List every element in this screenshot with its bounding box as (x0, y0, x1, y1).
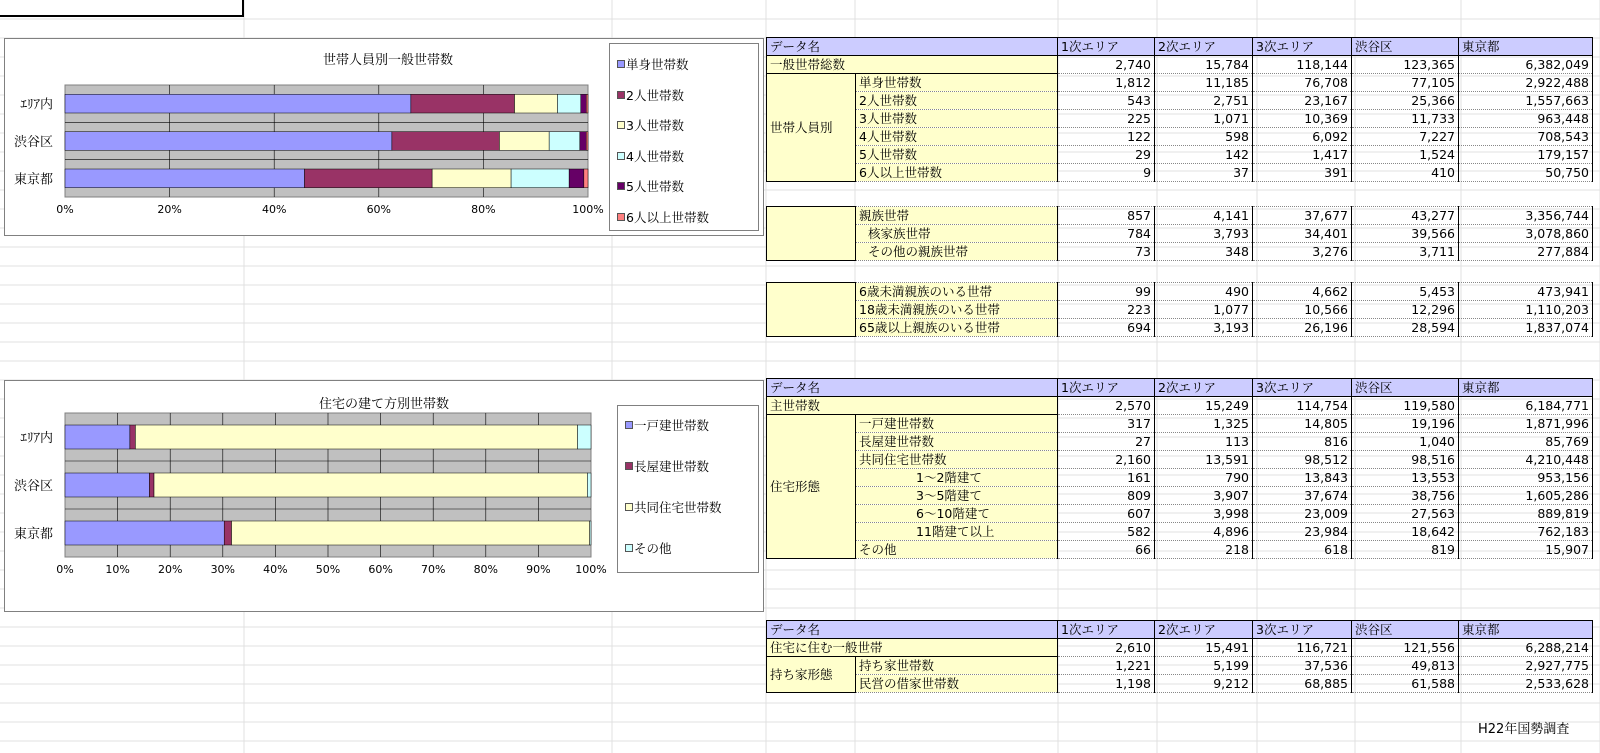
value-cell[interactable]: 1,524 (1352, 146, 1459, 164)
value-cell[interactable]: 223 (1058, 301, 1155, 319)
value-cell[interactable]: 1,325 (1155, 415, 1253, 433)
chart1-bar-segment[interactable] (584, 169, 588, 188)
value-cell[interactable]: 37,674 (1253, 487, 1352, 505)
chart2-bar-segment[interactable] (65, 473, 149, 497)
value-cell[interactable]: 2,533,628 (1459, 675, 1593, 693)
value-cell[interactable]: 5,199 (1155, 657, 1253, 675)
value-cell[interactable]: 410 (1352, 164, 1459, 182)
row-label[interactable]: 11階建て以上 (856, 523, 1058, 541)
chart2-x-tick: 50% (315, 563, 341, 576)
legend-swatch (617, 182, 625, 190)
value-cell[interactable]: 6,184,771 (1459, 397, 1593, 415)
row-label[interactable]: 核家族世帯 (856, 225, 1058, 243)
chart2-bar-segment[interactable] (587, 473, 591, 497)
value-cell[interactable]: 3,907 (1155, 487, 1253, 505)
row-label[interactable]: 一戸建世帯数 (856, 415, 1058, 433)
value-cell[interactable]: 3,078,860 (1459, 225, 1593, 243)
table-row (767, 487, 1593, 505)
header-cell[interactable]: 渋谷区 (1352, 621, 1459, 639)
header-cell[interactable]: 2次エリア (1155, 621, 1253, 639)
table-header-row (767, 621, 1593, 639)
chart-household-size[interactable] (4, 38, 764, 236)
value-cell[interactable]: 37 (1155, 164, 1253, 182)
header-cell[interactable]: 3次エリア (1253, 621, 1352, 639)
chart2-x-tick: 80% (473, 563, 499, 576)
chart1-bar-segment[interactable] (586, 94, 588, 113)
chart2-category-label: ｴﾘｱ内 (20, 431, 53, 446)
value-cell[interactable]: 348 (1155, 243, 1253, 261)
row-label[interactable]: 5人世帯数 (856, 146, 1058, 164)
value-cell[interactable]: 819 (1352, 541, 1459, 559)
selected-cell[interactable] (0, 0, 244, 17)
legend-swatch (625, 544, 633, 552)
chart2-bar-segment[interactable] (590, 521, 591, 545)
row-label[interactable]: 1～2階建て (856, 469, 1058, 487)
value-cell[interactable]: 607 (1058, 505, 1155, 523)
value-cell[interactable]: 18,642 (1352, 523, 1459, 541)
value-cell[interactable]: 391 (1253, 164, 1352, 182)
value-cell[interactable]: 2,927,775 (1459, 657, 1593, 675)
value-cell[interactable]: 61,588 (1352, 675, 1459, 693)
table-row (767, 397, 1593, 415)
value-cell[interactable]: 73 (1058, 243, 1155, 261)
value-cell[interactable]: 6,382,049 (1459, 56, 1593, 74)
row-label[interactable]: その他の親族世帯 (856, 243, 1058, 261)
value-cell[interactable]: 15,784 (1155, 56, 1253, 74)
header-cell[interactable]: 渋谷区 (1352, 379, 1459, 397)
chart2-x-tick: 0% (56, 563, 74, 576)
row-label[interactable]: 3～5階建て (856, 487, 1058, 505)
value-cell[interactable]: 4,210,448 (1459, 451, 1593, 469)
chart1-bar-segment[interactable] (65, 132, 392, 151)
chart2-bar-segment[interactable] (232, 521, 590, 545)
value-cell[interactable]: 1,837,074 (1459, 319, 1593, 337)
value-cell[interactable]: 39,566 (1352, 225, 1459, 243)
chart2-x-tick: 20% (157, 563, 183, 576)
header-cell[interactable]: 東京都 (1459, 621, 1593, 639)
row-label[interactable]: 2人世帯数 (856, 92, 1058, 110)
chart-household-size-legend (609, 43, 759, 231)
value-cell[interactable]: 2,570 (1058, 397, 1155, 415)
legend-label: その他 (634, 541, 672, 556)
table-row (767, 523, 1593, 541)
value-cell[interactable]: 27 (1058, 433, 1155, 451)
chart1-x-tick: 20% (157, 203, 182, 216)
table-row (767, 225, 1593, 243)
chart2-category-label: 渋谷区 (13, 479, 53, 494)
chart2-x-tick: 30% (210, 563, 236, 576)
legend-item (626, 177, 684, 195)
value-cell[interactable]: 123,365 (1352, 56, 1459, 74)
value-cell[interactable]: 19,196 (1352, 415, 1459, 433)
legend-label: 5人世帯数 (626, 179, 684, 194)
value-cell[interactable]: 13,591 (1155, 451, 1253, 469)
chart1-bar-segment[interactable] (392, 132, 500, 151)
value-cell[interactable]: 116,721 (1253, 639, 1352, 657)
legend-label: 6人以上世帯数 (626, 209, 709, 225)
table-row (767, 433, 1593, 451)
row-label[interactable]: 18歳未満親族のいる世帯 (856, 301, 1058, 319)
value-cell[interactable]: 15,491 (1155, 639, 1253, 657)
value-cell[interactable]: 809 (1058, 487, 1155, 505)
value-cell[interactable]: 161 (1058, 469, 1155, 487)
chart1-bar-segment[interactable] (515, 94, 558, 113)
value-cell[interactable]: 694 (1058, 319, 1155, 337)
chart1-category-label: 渋谷区 (13, 135, 53, 150)
row-label[interactable]: 親族世帯 (856, 207, 1058, 225)
table-row (767, 415, 1593, 433)
header-cell[interactable]: 3次エリア (1253, 379, 1352, 397)
value-cell[interactable]: 225 (1058, 110, 1155, 128)
chart2-bar-segment[interactable] (224, 521, 231, 545)
chart2-x-tick: 40% (263, 563, 288, 576)
table-row (767, 243, 1593, 261)
table-housing-type (766, 378, 1593, 559)
value-cell[interactable]: 3,276 (1253, 243, 1352, 261)
chart1-bar-segment[interactable] (304, 169, 432, 188)
table-row (767, 639, 1593, 657)
table-row (767, 541, 1593, 559)
value-cell[interactable]: 13,843 (1253, 469, 1352, 487)
legend-label: 4人世帯数 (626, 148, 684, 164)
table-row (767, 207, 1593, 225)
value-cell[interactable]: 13,553 (1352, 469, 1459, 487)
chart1-bar-segment[interactable] (65, 169, 304, 188)
legend-label: 単身世帯数 (626, 57, 689, 72)
value-cell[interactable]: 121,556 (1352, 639, 1459, 657)
header-cell[interactable]: データ名 (767, 379, 1058, 397)
chart2-bar-segment[interactable] (65, 425, 130, 449)
value-cell[interactable]: 1,110,203 (1459, 301, 1593, 319)
value-cell[interactable]: 114,754 (1253, 397, 1352, 415)
legend-label: 共同住宅世帯数 (634, 500, 722, 515)
value-cell[interactable]: 3,356,744 (1459, 207, 1593, 225)
legend-swatch (625, 503, 633, 511)
chart2-x-tick: 70% (420, 563, 446, 576)
value-cell[interactable]: 543 (1058, 92, 1155, 110)
value-cell[interactable]: 889,819 (1459, 505, 1593, 523)
value-cell[interactable]: 38,756 (1352, 487, 1459, 505)
value-cell[interactable]: 708,543 (1459, 128, 1593, 146)
legend-item (626, 116, 684, 134)
group-label[interactable]: 世帯人員別 (767, 74, 856, 182)
value-cell[interactable]: 218 (1155, 541, 1253, 559)
value-cell[interactable]: 26,196 (1253, 319, 1352, 337)
value-cell[interactable]: 9,212 (1155, 675, 1253, 693)
legend-swatch (617, 213, 625, 221)
chart-housing-type[interactable] (4, 380, 764, 612)
chart1-bar-segment[interactable] (65, 94, 411, 113)
value-cell[interactable]: 3,793 (1155, 225, 1253, 243)
value-cell[interactable]: 953,156 (1459, 469, 1593, 487)
value-cell[interactable]: 5,453 (1352, 283, 1459, 301)
value-cell[interactable]: 2,740 (1058, 56, 1155, 74)
value-cell[interactable]: 77,105 (1352, 74, 1459, 92)
value-cell[interactable]: 618 (1253, 541, 1352, 559)
value-cell[interactable]: 857 (1058, 207, 1155, 225)
value-cell[interactable]: 34,401 (1253, 225, 1352, 243)
value-cell[interactable]: 3,998 (1155, 505, 1253, 523)
group-label[interactable]: 住宅形態 (767, 415, 856, 559)
value-cell[interactable]: 6,092 (1253, 128, 1352, 146)
value-cell[interactable]: 790 (1155, 469, 1253, 487)
value-cell[interactable]: 1,221 (1058, 657, 1155, 675)
value-cell[interactable]: 2,922,488 (1459, 74, 1593, 92)
value-cell[interactable]: 23,167 (1253, 92, 1352, 110)
row-label[interactable]: その他 (856, 541, 1058, 559)
value-cell[interactable]: 784 (1058, 225, 1155, 243)
value-cell[interactable]: 963,448 (1459, 110, 1593, 128)
value-cell[interactable]: 50,750 (1459, 164, 1593, 182)
value-cell[interactable]: 76,708 (1253, 74, 1352, 92)
value-cell[interactable]: 27,563 (1352, 505, 1459, 523)
legend-swatch (617, 60, 625, 68)
row-label[interactable]: 一般世帯総数 (767, 56, 1058, 74)
value-cell[interactable]: 142 (1155, 146, 1253, 164)
chart1-bar-segment[interactable] (557, 94, 580, 113)
header-cell[interactable]: 渋谷区 (1352, 38, 1459, 56)
chart1-bar-segment[interactable] (499, 132, 549, 151)
row-label[interactable]: 6～10階建て (856, 505, 1058, 523)
legend-label: 一戸建世帯数 (634, 418, 710, 433)
value-cell[interactable]: 1,198 (1058, 675, 1155, 693)
value-cell[interactable]: 7,227 (1352, 128, 1459, 146)
chart1-bar-segment[interactable] (569, 169, 584, 188)
legend-item (634, 457, 709, 475)
value-cell[interactable]: 85,769 (1459, 433, 1593, 451)
header-cell[interactable]: 2次エリア (1155, 38, 1253, 56)
value-cell[interactable]: 98,512 (1253, 451, 1352, 469)
value-cell[interactable]: 816 (1253, 433, 1352, 451)
value-cell[interactable]: 1,812 (1058, 74, 1155, 92)
group-label[interactable] (767, 283, 856, 337)
legend-item (634, 539, 672, 557)
chart1-category-label: 東京都 (13, 172, 53, 188)
value-cell[interactable]: 25,366 (1352, 92, 1459, 110)
chart2-x-tick: 100% (575, 563, 607, 576)
value-cell[interactable]: 119,580 (1352, 397, 1459, 415)
chart2-category-label: 東京都 (13, 527, 53, 542)
header-cell[interactable]: 東京都 (1459, 38, 1593, 56)
value-cell[interactable]: 10,369 (1253, 110, 1352, 128)
legend-swatch (617, 152, 625, 160)
table-row (767, 164, 1593, 182)
value-cell[interactable]: 49,813 (1352, 657, 1459, 675)
chart2-x-tick: 60% (368, 563, 393, 576)
legend-swatch (617, 121, 625, 129)
chart1-x-tick: 60% (366, 203, 392, 216)
row-label[interactable]: 6歳未満親族のいる世帯 (856, 283, 1058, 301)
value-cell[interactable]: 277,884 (1459, 243, 1593, 261)
value-cell[interactable]: 762,183 (1459, 523, 1593, 541)
value-cell[interactable]: 68,885 (1253, 675, 1352, 693)
value-cell[interactable]: 98,516 (1352, 451, 1459, 469)
table-age-households (766, 282, 1593, 337)
value-cell[interactable]: 9 (1058, 164, 1155, 182)
row-label[interactable]: 6人以上世帯数 (856, 164, 1058, 182)
value-cell[interactable]: 2,610 (1058, 639, 1155, 657)
table-row (767, 451, 1593, 469)
chart2-bar-segment[interactable] (135, 425, 577, 449)
row-label[interactable]: 持ち家世帯数 (856, 657, 1058, 675)
table-row (767, 146, 1593, 164)
value-cell[interactable]: 37,677 (1253, 207, 1352, 225)
row-label[interactable]: 住宅に住む一般世帯 (767, 639, 1058, 657)
chart1-x-tick: 100% (572, 203, 604, 216)
chart1-bar-segment[interactable] (549, 132, 580, 151)
legend-item (626, 147, 684, 165)
value-cell[interactable]: 12,296 (1352, 301, 1459, 319)
legend-item (634, 498, 722, 516)
value-cell[interactable]: 490 (1155, 283, 1253, 301)
value-cell[interactable]: 6,288,214 (1459, 639, 1593, 657)
value-cell[interactable]: 317 (1058, 415, 1155, 433)
table-row (767, 505, 1593, 523)
value-cell[interactable]: 4,662 (1253, 283, 1352, 301)
legend-item (634, 416, 709, 434)
chart1-bar-segment[interactable] (511, 169, 569, 188)
value-cell[interactable]: 23,009 (1253, 505, 1352, 523)
value-cell[interactable]: 1,040 (1352, 433, 1459, 451)
table-row (767, 675, 1593, 693)
chart1-x-tick: 40% (261, 203, 287, 216)
row-label[interactable]: 主世帯数 (767, 397, 1058, 415)
value-cell[interactable]: 43,277 (1352, 207, 1459, 225)
table-row (767, 283, 1593, 301)
row-label[interactable]: 民営の借家世帯数 (856, 675, 1058, 693)
value-cell[interactable]: 28,594 (1352, 319, 1459, 337)
chart1-bar-segment[interactable] (411, 94, 515, 113)
header-cell[interactable]: 3次エリア (1253, 38, 1352, 56)
value-cell[interactable]: 118,144 (1253, 56, 1352, 74)
value-cell[interactable]: 598 (1155, 128, 1253, 146)
chart1-category-label: ｴﾘｱ内 (20, 97, 53, 113)
value-cell[interactable]: 11,733 (1352, 110, 1459, 128)
value-cell[interactable]: 37,536 (1253, 657, 1352, 675)
table-row (767, 110, 1593, 128)
value-cell[interactable]: 122 (1058, 128, 1155, 146)
table-family-households (766, 206, 1593, 261)
value-cell[interactable]: 1,605,286 (1459, 487, 1593, 505)
table-row (767, 128, 1593, 146)
table-home-ownership (766, 620, 1593, 693)
header-cell[interactable]: 1次エリア (1058, 621, 1155, 639)
value-cell[interactable]: 582 (1058, 523, 1155, 541)
group-label[interactable] (767, 207, 856, 261)
value-cell[interactable]: 99 (1058, 283, 1155, 301)
value-cell[interactable]: 3,193 (1155, 319, 1253, 337)
chart1-bar-segment[interactable] (432, 169, 511, 188)
chart-housing-type-title: 住宅の建て方別世帯数 (319, 397, 450, 412)
value-cell[interactable]: 179,157 (1459, 146, 1593, 164)
table-header-row (767, 379, 1593, 397)
value-cell[interactable]: 2,751 (1155, 92, 1253, 110)
value-cell[interactable]: 1,071 (1155, 110, 1253, 128)
legend-item (626, 208, 709, 226)
table-row (767, 56, 1593, 74)
table-row (767, 657, 1593, 675)
legend-swatch (625, 421, 633, 429)
legend-swatch (625, 462, 633, 470)
row-label[interactable]: 単身世帯数 (856, 74, 1058, 92)
header-cell[interactable]: 2次エリア (1155, 379, 1253, 397)
value-cell[interactable]: 23,984 (1253, 523, 1352, 541)
value-cell[interactable]: 1,077 (1155, 301, 1253, 319)
chart2-x-tick: 10% (105, 563, 130, 576)
legend-item (626, 55, 689, 73)
legend-swatch (617, 91, 625, 99)
legend-label: 2人世帯数 (626, 87, 684, 103)
value-cell[interactable]: 1,557,663 (1459, 92, 1593, 110)
legend-label: 3人世帯数 (626, 118, 684, 133)
table-row (767, 74, 1593, 92)
chart-household-size-title: 世帯人員別一般世帯数 (323, 53, 454, 68)
value-cell[interactable]: 1,417 (1253, 146, 1352, 164)
table-row (767, 319, 1593, 337)
chart2-bar-segment[interactable] (130, 425, 136, 449)
value-cell[interactable]: 1,871,996 (1459, 415, 1593, 433)
value-cell[interactable]: 4,896 (1155, 523, 1253, 541)
group-label[interactable]: 持ち家形態 (767, 657, 856, 693)
table-header-row (767, 38, 1593, 56)
chart2-bar-segment[interactable] (154, 473, 587, 497)
chart2-bar-segment[interactable] (65, 521, 224, 545)
row-label[interactable]: 長屋建世帯数 (856, 433, 1058, 451)
value-cell[interactable]: 2,160 (1058, 451, 1155, 469)
row-label[interactable]: 共同住宅世帯数 (856, 451, 1058, 469)
chart1-x-tick: 80% (471, 203, 496, 216)
legend-label: 長屋建世帯数 (634, 459, 710, 474)
value-cell[interactable]: 3,711 (1352, 243, 1459, 261)
value-cell[interactable]: 11,185 (1155, 74, 1253, 92)
chart2-bar-segment[interactable] (577, 425, 591, 449)
header-cell[interactable]: 1次エリア (1058, 38, 1155, 56)
header-cell[interactable]: 東京都 (1459, 379, 1593, 397)
chart1-bar-segment[interactable] (580, 132, 586, 151)
header-cell[interactable]: データ名 (767, 38, 1058, 56)
table-row (767, 301, 1593, 319)
header-cell[interactable]: データ名 (767, 621, 1058, 639)
table-row (767, 92, 1593, 110)
legend-item (626, 86, 684, 104)
value-cell[interactable]: 15,907 (1459, 541, 1593, 559)
row-label[interactable]: 4人世帯数 (856, 128, 1058, 146)
chart1-bar-segment[interactable] (586, 132, 588, 151)
table-household-size (766, 37, 1593, 182)
chart1-x-tick: 0% (56, 203, 74, 216)
value-cell[interactable]: 14,805 (1253, 415, 1352, 433)
value-cell[interactable]: 66 (1058, 541, 1155, 559)
chart1-bar-segment[interactable] (581, 94, 587, 113)
chart2-x-tick: 90% (526, 563, 551, 576)
value-cell[interactable]: 29 (1058, 146, 1155, 164)
value-cell[interactable]: 473,941 (1459, 283, 1593, 301)
row-label[interactable]: 3人世帯数 (856, 110, 1058, 128)
row-label[interactable]: 65歳以上親族のいる世帯 (856, 319, 1058, 337)
header-cell[interactable]: 1次エリア (1058, 379, 1155, 397)
value-cell[interactable]: 15,249 (1155, 397, 1253, 415)
value-cell[interactable]: 10,566 (1253, 301, 1352, 319)
source-note: H22年国勢調査 (1478, 722, 1570, 737)
value-cell[interactable]: 113 (1155, 433, 1253, 451)
chart2-bar-segment[interactable] (149, 473, 154, 497)
chart-housing-type-legend (617, 405, 759, 573)
table-row (767, 469, 1593, 487)
value-cell[interactable]: 4,141 (1155, 207, 1253, 225)
